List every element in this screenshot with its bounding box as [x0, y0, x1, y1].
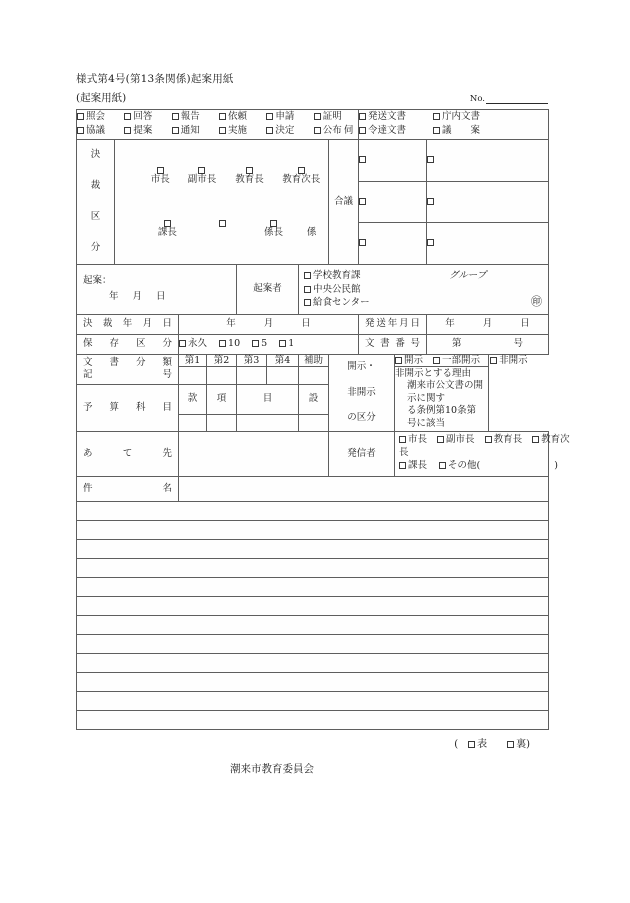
bunrui-col-dai4-header [267, 354, 299, 367]
checkbox-icon[interactable] [219, 127, 226, 134]
hozon-checkbox-1[interactable] [279, 338, 294, 349]
retention-row [77, 334, 549, 354]
kaiji-label-line: の区分 [347, 412, 376, 424]
checkbox-icon[interactable] [172, 113, 179, 120]
hagi-cell-2a[interactable] [359, 181, 427, 222]
type-label: 実施 [228, 125, 248, 137]
type-row-2 [77, 124, 358, 138]
atesaki-value [179, 446, 187, 461]
yosan-col-moku-header [237, 384, 299, 414]
type-right-row-1 [359, 110, 548, 124]
checkbox-icon[interactable] [266, 113, 273, 120]
type-right-row-2 [359, 124, 548, 138]
kaiji-option-label: 非開示 [499, 354, 528, 366]
hasshinsha-option-label: 教育長 [493, 434, 523, 446]
hikaiji-reason-cell[interactable] [395, 367, 489, 431]
kessai-role-row-top [115, 167, 328, 185]
type-label: 公布 [322, 125, 342, 137]
type-label: 照会 [86, 111, 106, 123]
kessai-label-stack [77, 140, 114, 264]
department-checkbox-list [299, 267, 548, 310]
seal-icon: ㊞ [531, 294, 542, 308]
checkbox-icon[interactable] [395, 357, 402, 364]
checkbox-icon[interactable] [77, 127, 84, 134]
organization-name: 潮来市教育委員会 [230, 762, 314, 775]
checkbox-icon[interactable] [164, 220, 171, 227]
kessai-char: 決 [90, 148, 101, 160]
body-row[interactable] [77, 501, 549, 520]
yosan-label [77, 384, 179, 431]
bunrui-value-dai3[interactable] [237, 367, 267, 384]
kian-department-cell[interactable] [299, 264, 549, 314]
body-row[interactable] [77, 596, 549, 615]
hikaiji-reason-line1: 潮来市公文書の開示に関す [407, 380, 484, 404]
bunrui-label [77, 354, 179, 384]
hagi-cell-2b[interactable] [427, 181, 549, 222]
checkbox-icon[interactable] [468, 741, 475, 748]
kessai-date-label-text: 決裁年月日 [83, 318, 172, 330]
date-unit-day: 日 [520, 318, 530, 330]
draft-form-table [76, 109, 570, 730]
bunrui-col-hojo-header [299, 354, 329, 367]
bunrui-label-line2: 記 号 [83, 369, 172, 381]
date-unit-year: 年 [109, 291, 133, 303]
kessai-checkbox-kyouikuchou[interactable] [224, 167, 274, 185]
hagi-cell-3b[interactable] [427, 223, 549, 264]
checkbox-icon[interactable] [77, 113, 84, 120]
checkbox-icon[interactable] [433, 127, 440, 134]
body-row-cell[interactable] [77, 672, 549, 691]
checkbox-icon[interactable] [427, 198, 434, 205]
body-row[interactable] [77, 577, 549, 596]
role-label: 教育次長 [282, 174, 321, 186]
body-row[interactable] [77, 634, 549, 653]
checkbox-icon[interactable] [172, 127, 179, 134]
type-label: 令達文書 [368, 125, 407, 137]
kessai-checkbox-kyouikujichou[interactable] [275, 167, 328, 185]
body-row-cell[interactable] [77, 615, 549, 634]
checkbox-icon[interactable] [219, 220, 226, 227]
atesaki-input[interactable] [179, 431, 329, 476]
decision-date-row [77, 314, 549, 334]
type-checkbox-jisshi[interactable] [219, 124, 266, 138]
role-label: 課長 [157, 226, 177, 238]
yosan-col-label: 款 [187, 393, 198, 405]
hikaiji-reason-line2: る条例第10条第 号に該当 [407, 405, 486, 429]
yosan-col-kou-header [207, 384, 237, 414]
body-row-cell[interactable] [77, 653, 549, 672]
type-left-cell [77, 110, 359, 140]
hozon-checkbox-eikyuu[interactable] [179, 338, 207, 349]
type-checkbox-kyougi[interactable] [77, 124, 124, 138]
hasshinsha-row-2 [399, 460, 558, 473]
bunrui-col-dai3-header [237, 354, 267, 367]
bunrui-value-dai4[interactable] [267, 367, 299, 384]
checkbox-icon[interactable] [439, 462, 446, 469]
checkbox-icon[interactable] [427, 239, 434, 246]
type-header-row [77, 110, 549, 140]
body-row[interactable] [77, 672, 549, 691]
body-row-cell[interactable] [77, 501, 549, 520]
hasshinsha-checkbox-kyouikujichou[interactable] [532, 434, 570, 445]
hasshinsha-checkbox-shichou[interactable] [399, 434, 427, 445]
type-row-1 [77, 110, 358, 124]
kessai-role-row-bottom [115, 220, 328, 238]
hasshinsha-label [329, 431, 395, 476]
checkbox-icon[interactable] [507, 741, 514, 748]
atesaki-label-text: あて先 [83, 447, 172, 459]
bunrui-col-label: 第2 [213, 354, 230, 366]
hasshinsha-checkbox-kyouikuchou[interactable] [485, 434, 523, 445]
yosan-col-setsu-header [299, 384, 329, 414]
atesaki-label [77, 431, 179, 476]
kenmei-label [77, 476, 179, 501]
kessai-date-label [77, 314, 179, 334]
hasshinsha-row-1 [399, 434, 570, 447]
page-title: 様式第4号(第13条関係)起案用紙 [76, 73, 234, 85]
checkbox-icon[interactable] [266, 127, 273, 134]
kaiji-options [395, 354, 528, 367]
type-label: 協議 [86, 125, 106, 137]
yosan-value-kou[interactable] [207, 414, 237, 431]
checkbox-icon[interactable] [359, 113, 366, 120]
kessai-char: 分 [90, 241, 101, 253]
kian-author-label [237, 264, 299, 314]
type-label: 発送文書 [368, 111, 407, 123]
kaiji-checkbox-ichibu[interactable] [433, 355, 480, 366]
type-checkbox-chounai-bunsho[interactable] [433, 110, 493, 124]
kessai-checkbox-kachou[interactable] [141, 220, 194, 238]
yosan-value-moku[interactable] [237, 414, 299, 431]
no-input-rule[interactable] [486, 95, 548, 104]
checkbox-icon[interactable] [314, 113, 321, 120]
type-checkbox-koufu[interactable] [314, 124, 358, 138]
hasshinsha-checkbox-fukushichou[interactable] [437, 434, 475, 445]
kaiji-checkbox-kaiji[interactable] [395, 355, 423, 366]
hasshinsha-option-list [395, 432, 570, 475]
checkbox-icon[interactable] [270, 220, 277, 227]
bunrui-value-dai1[interactable] [179, 367, 207, 384]
type-checkbox-houkoku[interactable] [172, 110, 219, 124]
bunsho-bangou-label-text: 文書番号 [365, 338, 420, 350]
bunrui-value-hojo[interactable] [299, 367, 329, 384]
kian-row [77, 264, 549, 314]
kian-date-units [83, 289, 230, 305]
body-row-cell[interactable] [77, 634, 549, 653]
bangou-gou: 号 [513, 338, 524, 350]
role-label: 副市長 [187, 174, 217, 186]
bunrui-col-label: 第4 [274, 354, 291, 366]
yosan-col-label: 目 [262, 393, 273, 405]
yosan-col-kan-header [179, 384, 207, 414]
type-checkbox-teian[interactable] [124, 124, 171, 138]
type-checkbox-shoukai[interactable] [77, 110, 124, 124]
kenmei-value [179, 481, 187, 496]
type-label: 庁内文書 [442, 111, 481, 123]
date-unit-month: 月 [263, 318, 274, 330]
type-checkbox-tsuuchi[interactable] [172, 124, 219, 138]
checkbox-icon[interactable] [399, 462, 406, 469]
checkbox-icon[interactable] [124, 127, 131, 134]
bangou-dai: 第 [451, 338, 462, 350]
kian-label: 起案： [83, 274, 112, 286]
date-unit-day: 日 [156, 291, 180, 303]
checkbox-icon[interactable] [485, 436, 492, 443]
type-checkbox-irai[interactable] [219, 110, 266, 124]
dept-checkbox-kyuushoku[interactable] [304, 296, 543, 309]
bunsho-bangou-label [359, 334, 427, 354]
kessai-checkbox-fukushichou[interactable] [179, 167, 224, 185]
kessai-roles-area [115, 139, 329, 264]
kenmei-label-text: 件名 [83, 482, 172, 494]
kaiji-checkbox-hikaiji[interactable] [490, 355, 528, 366]
dept-label: 中央公民館 [313, 283, 361, 295]
hozon-option-label: 1 [288, 338, 295, 350]
hozon-option-label: 永久 [188, 338, 208, 350]
bunsho-bangou-input[interactable] [427, 334, 549, 354]
type-checkbox-shoumei[interactable] [314, 110, 358, 124]
bunrui-col-label: 補助 [303, 354, 323, 366]
yosan-label-text: 予算科目 [83, 401, 172, 413]
kessai-kubun-label [77, 139, 115, 264]
checkbox-icon[interactable] [433, 113, 440, 120]
checkbox-icon[interactable] [359, 127, 366, 134]
kenmei-row [77, 476, 549, 501]
body-row[interactable] [77, 653, 549, 672]
hikaiji-reason-title: 非開示とする理由 [395, 367, 472, 379]
body-row[interactable] [77, 558, 549, 577]
body-row-cell[interactable] [77, 596, 549, 615]
paren-close: ) [526, 738, 530, 750]
group-label: グループ [449, 270, 487, 282]
checkbox-icon[interactable] [359, 156, 366, 163]
checkbox-icon[interactable] [427, 156, 434, 163]
hozon-option-label: 5 [261, 338, 268, 350]
hozon-option-label: 10 [228, 338, 241, 350]
hasshinsha-row1-wrap: 長 [399, 447, 409, 459]
bunrui-label-line1: 文書分類 [83, 356, 172, 368]
date-unit-day: 日 [301, 318, 311, 330]
paren-open: ( [454, 738, 459, 750]
kian-date-cell[interactable] [77, 264, 237, 314]
yosan-col-label: 項 [216, 393, 227, 405]
hasshinsha-option-label: 市長 [408, 434, 428, 446]
hozon-options [179, 334, 359, 354]
type-right-cell [359, 110, 549, 140]
hassou-date-input[interactable] [427, 314, 549, 334]
kaiji-label-line: 非開示 [347, 386, 376, 398]
type-label: 通知 [180, 125, 200, 137]
side-option-ura: 裏 [516, 738, 527, 750]
hasshinsha-paren-close: ) [554, 460, 558, 472]
hasshinsha-options[interactable] [395, 431, 570, 476]
hagi-cell-1b[interactable] [427, 139, 549, 181]
kessai-checkbox-shichou[interactable] [141, 167, 179, 185]
bunrui-col-dai1-header [179, 354, 207, 367]
bunrui-col-dai2-header [207, 354, 237, 367]
hasshinsha-option-label: 副市長 [446, 434, 475, 446]
dept-label: 学校教育課 [313, 270, 361, 282]
type-label: 申請 [275, 111, 295, 123]
type-checkbox-hassou-bunsho[interactable] [359, 110, 433, 124]
type-checkbox-kaitou[interactable] [124, 110, 171, 124]
body-row-cell[interactable] [77, 520, 549, 539]
hozon-label-text: 保存区分 [83, 338, 172, 350]
yosan-value-setsu[interactable] [299, 414, 329, 431]
form-subtitle: (起案用紙) [76, 91, 127, 104]
form-sheet [76, 73, 570, 776]
body-row[interactable] [77, 539, 549, 558]
checkbox-icon[interactable] [279, 340, 286, 347]
hozon-label [77, 334, 179, 354]
checkbox-icon[interactable] [219, 113, 226, 120]
type-label: 証明 [322, 111, 342, 123]
body-row-cell[interactable] [77, 577, 549, 596]
checkbox-icon[interactable] [179, 340, 186, 347]
bunrui-col-label: 第3 [243, 354, 260, 366]
checkbox-icon[interactable] [219, 340, 226, 347]
ukagai-label: 伺 [343, 125, 354, 137]
yosan-col-label: 設 [308, 393, 319, 405]
type-label: 決定 [275, 125, 295, 137]
hasshinsha-label-text: 発信者 [347, 447, 376, 459]
hagi-cell-1a[interactable] [359, 139, 427, 181]
body-row[interactable] [77, 710, 549, 729]
type-label: 報告 [180, 111, 200, 123]
type-label: 回答 [133, 111, 153, 123]
checkbox-icon[interactable] [252, 340, 259, 347]
kaiji-label-stack [329, 355, 394, 431]
hasshinsha-option-label: その他( [448, 460, 481, 472]
checkbox-icon[interactable] [490, 357, 497, 364]
hagi-label-text: 合議 [333, 195, 353, 207]
type-checkbox-gian[interactable] [433, 124, 493, 138]
hasshinsha-checkbox-kachou[interactable] [399, 460, 427, 471]
subtitle-row [76, 93, 548, 105]
body-row-cell[interactable] [77, 539, 549, 558]
type-label: 議 案 [442, 125, 481, 137]
dept-checkbox-gakkou[interactable] [304, 269, 543, 282]
kenmei-input[interactable] [179, 476, 549, 501]
kessai-checkbox-kakarichou[interactable] [252, 220, 296, 238]
date-unit-month: 月 [482, 318, 493, 330]
kaiji-label-line: 開示・ [347, 361, 376, 373]
body-row-cell[interactable] [77, 558, 549, 577]
checkbox-icon[interactable] [532, 436, 539, 443]
body-row[interactable] [77, 615, 549, 634]
hagi-label [329, 139, 359, 264]
role-label: 係長 [264, 226, 284, 238]
hasshinsha-checkbox-sonota[interactable] [439, 460, 558, 471]
no-label: No. [469, 93, 485, 104]
checkbox-icon[interactable] [437, 436, 444, 443]
dept-label: 給食センター [313, 296, 370, 308]
checkbox-icon[interactable] [304, 286, 311, 293]
kessai-row-1 [77, 139, 549, 181]
role-label: 係 [306, 226, 317, 238]
dept-checkbox-chuuou[interactable] [304, 283, 543, 296]
body-row[interactable] [77, 691, 549, 710]
role-label: 教育長 [235, 174, 264, 186]
side-selection [76, 735, 548, 750]
date-unit-month: 月 [132, 291, 157, 303]
bunrui-col-label: 第1 [184, 354, 201, 366]
hassou-date-label [359, 314, 427, 334]
hozon-checkbox-5[interactable] [252, 338, 267, 349]
type-checkbox-shinsei[interactable] [266, 110, 313, 124]
address-row [77, 431, 549, 476]
hagi-cell-3a[interactable] [359, 223, 427, 264]
document-number-field[interactable] [470, 95, 548, 104]
checkbox-icon[interactable] [399, 436, 406, 443]
kaiji-kubun-label [329, 354, 395, 431]
type-label: 提案 [133, 125, 153, 137]
role-label: 市長 [150, 174, 170, 186]
kian-date-block [77, 270, 236, 308]
hassou-date-label-text: 発送年月日 [365, 318, 420, 330]
kessai-checkbox-kakari[interactable] [295, 220, 328, 238]
checkbox-icon[interactable] [314, 127, 321, 134]
hozon-checkbox-10[interactable] [219, 338, 240, 349]
date-unit-year: 年 [445, 318, 455, 330]
checkbox-icon[interactable] [304, 272, 311, 279]
body-row-cell[interactable] [77, 691, 549, 710]
hasshinsha-option-label: 課長 [408, 460, 428, 472]
type-label: 依頼 [228, 111, 248, 123]
checkbox-icon[interactable] [124, 113, 131, 120]
kessai-date-input[interactable] [179, 314, 359, 334]
type-checkbox-reitatsu-bunsho[interactable] [359, 124, 433, 138]
body-row-cell[interactable] [77, 710, 549, 729]
checkbox-icon[interactable] [359, 239, 366, 246]
kessai-char: 区 [90, 210, 101, 222]
checkbox-icon[interactable] [304, 299, 311, 306]
bunrui-header-row [77, 354, 549, 367]
body-row[interactable] [77, 520, 549, 539]
kessai-char: 裁 [90, 179, 101, 191]
kian-author-label-text: 起案者 [253, 283, 282, 295]
kessai-checkbox-blank[interactable] [194, 220, 252, 238]
side-option-omote: 表 [477, 738, 488, 750]
kaiji-option-label: 開示 [404, 354, 424, 366]
yosan-value-kan[interactable] [179, 414, 207, 431]
date-unit-year: 年 [226, 318, 236, 330]
kaiji-option-label: 一部開示 [442, 354, 481, 366]
hasshinsha-option-label: 教育次 [541, 434, 570, 446]
type-checkbox-kettei[interactable] [266, 124, 313, 138]
kessai-role-grid [115, 161, 328, 242]
checkbox-icon[interactable] [359, 198, 366, 205]
bunrui-value-dai2[interactable] [207, 367, 237, 384]
checkbox-icon[interactable] [433, 357, 440, 364]
